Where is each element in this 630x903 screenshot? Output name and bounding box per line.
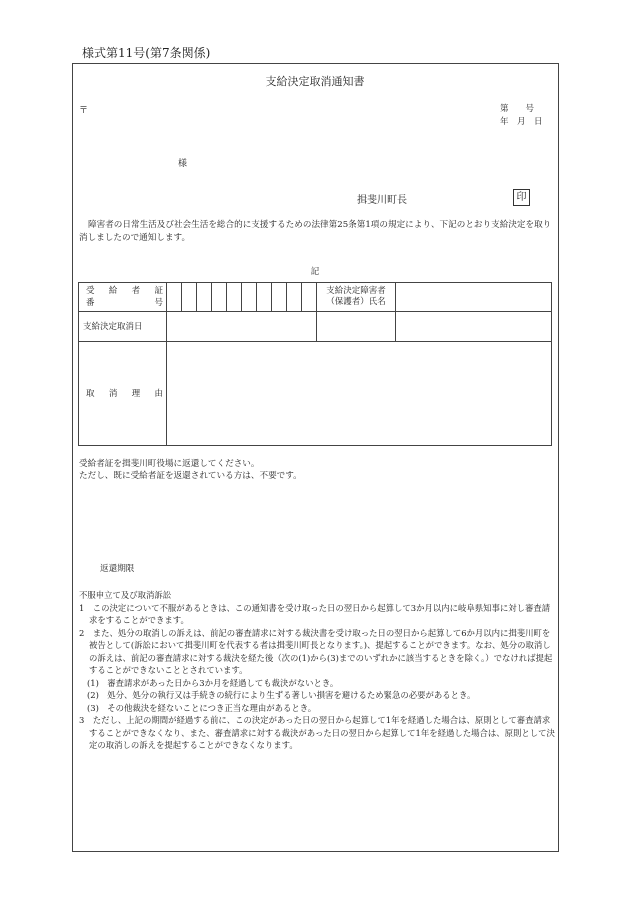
document-number-date: 第 号 年 月 日 [500, 104, 543, 127]
notice-body: 障害者の日常生活及び社会生活を総合的に支援するための法律第25条第1項の規定により、下記のとおり支給決定を取り消しましたので通知します。 [79, 220, 552, 243]
reason-cell[interactable] [167, 342, 552, 446]
cancel-date-label: 支給決定取消日 [79, 312, 167, 342]
person-name-label: 支給決定障害者 （保護者）氏名 [317, 283, 396, 312]
cancel-date-extra-cell [396, 312, 552, 342]
cancel-date-cell[interactable] [167, 312, 317, 342]
objection-item-1: 1 この決定について不服があるときは、この通知書を受け取った日の翌日から起算して3か月以内に岐阜県知事に対し審査請求をすることができます。 [79, 602, 551, 625]
certificate-digit-cell[interactable] [242, 283, 257, 312]
objection-item-3: 3 ただし、上記の期間が経過する前に、この決定があった日の翌日から起算して1年を経過した場合は、原則として審査請求することができなくなり、また、審査請求に対する裁決があった日の翌日から起算して1年を経過した場合は、原則として決定の取消しの訴えを提起することができなくなります。 [79, 715, 555, 750]
objection-sub-3: (3) その他裁決を経ないことにつき正当な理由があるとき。 [87, 702, 317, 713]
certificate-digit-cell[interactable] [182, 283, 197, 312]
reason-label: 取 消 理 由 [79, 342, 167, 446]
form-number-label: 様式第11号(第7条関係) [82, 46, 211, 60]
ki-heading: 記 [310, 267, 320, 277]
record-table [78, 282, 552, 446]
objection-sub-1: (1) 審査請求があった日から3か月を経過しても裁決がないとき。 [87, 677, 339, 688]
certificate-digit-cell[interactable] [197, 283, 212, 312]
issuer-name: 揖斐川町長 [357, 195, 407, 206]
certificate-digit-cell[interactable] [257, 283, 272, 312]
addressee-suffix: 様 [178, 159, 188, 169]
objection-sub-2: (2) 処分、処分の執行又は手続きの続行により生ずる著しい損害を避けるため緊急の必要があるとき。 [87, 690, 476, 700]
return-deadline-label: 返還期限 [100, 564, 135, 574]
postal-mark: 〒 [79, 106, 89, 116]
objection-section [79, 589, 557, 752]
document-title: 支給決定取消通知書 [265, 75, 365, 88]
seal-box: 印 [513, 189, 530, 206]
cancel-date-blank-cell [317, 312, 396, 342]
person-name-cell[interactable] [396, 283, 552, 312]
certificate-digit-cell[interactable] [212, 283, 227, 312]
objection-heading: 不服申立て及び取消訴訟 [79, 590, 172, 600]
objection-item-2: 2 また、処分の取消しの訴えは、前記の審査請求に対する裁決書を受け取った日の翌日から起算して6か月以内に揖斐川町を被告として(訴訟において揖斐川町を代表する者は揖斐川町長となります。)、提起することができます。なお、処分の取消しの訴えは、前記の審査請求に対する裁決を経た後（次の(1)から(3)までのいずれかに該当するときを除く。）でなければ提起することができないこととされています。 [79, 627, 553, 675]
certificate-digit-cell[interactable] [302, 283, 317, 312]
return-notice: 受給者証を揖斐川町役場に返還してください。 ただし、既に受給者証を返還されている方は、不要です。 [79, 459, 302, 481]
certificate-digit-cell[interactable] [227, 283, 242, 312]
certificate-digit-cell[interactable] [272, 283, 287, 312]
certificate-number-label: 受 給 者 証 番 号 [79, 283, 167, 312]
certificate-digit-cell[interactable] [167, 283, 182, 312]
certificate-digit-cell[interactable] [287, 283, 302, 312]
